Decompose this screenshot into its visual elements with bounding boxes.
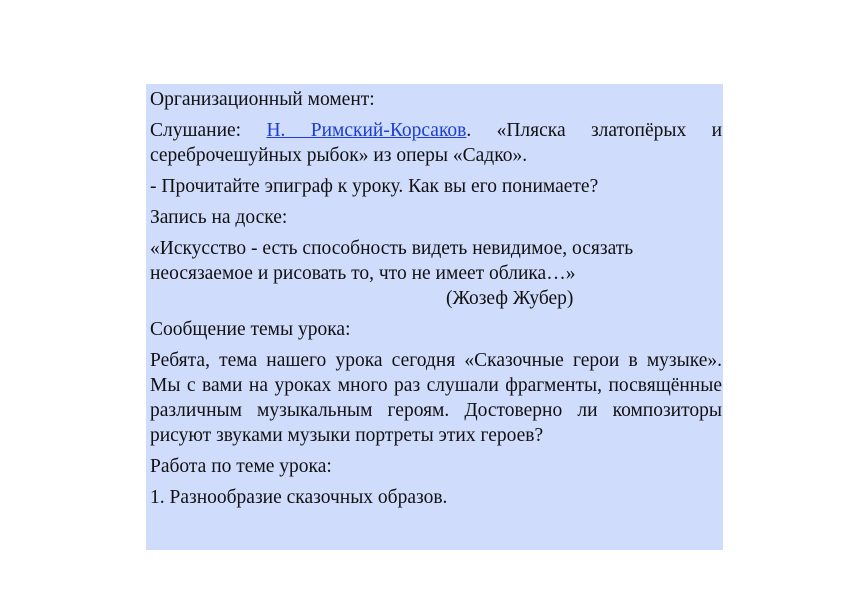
composer-link[interactable]: Н. Римский-Корсаков xyxy=(266,120,467,141)
listening-line xyxy=(150,118,722,143)
quote-author-text: (Жозеф Жубер) xyxy=(446,288,574,309)
epigraph-prompt: - Прочитайте эпиграф к уроку. Как вы его понимаете? xyxy=(150,176,599,197)
quote-author xyxy=(150,286,722,311)
work-heading: Работа по теме урока: xyxy=(150,456,332,477)
listening-label: Слушание: xyxy=(150,120,242,141)
org-moment-heading: Организационный момент: xyxy=(150,89,375,110)
list-item-1: 1. Разнообразие сказочных образов. xyxy=(150,487,448,508)
lesson-plan-panel xyxy=(146,84,723,550)
topic-text: Ребята, тема нашего урока сегодня «Сказочные герои в музыке». Мы с вами на уроках много раз слушали фрагменты, посвящённые различным музыкальным героям. Достоверно ли композиторы рисуют звуками музыки портреты этих героев? xyxy=(150,350,722,446)
listening-tail-1: . «Пляска златопёрых и xyxy=(466,120,723,141)
topic-heading: Сообщение темы урока: xyxy=(150,319,351,340)
board-note-heading: Запись на доске: xyxy=(150,207,288,228)
quote-line-1: «Искусство - есть способность видеть невидимое, осязать xyxy=(150,238,634,259)
quote-line-2: неосязаемое и рисовать то, что не имеет облика…» xyxy=(150,263,576,284)
listening-line-2: сереброчешуйных рыбок» из оперы «Садко». xyxy=(150,145,528,166)
